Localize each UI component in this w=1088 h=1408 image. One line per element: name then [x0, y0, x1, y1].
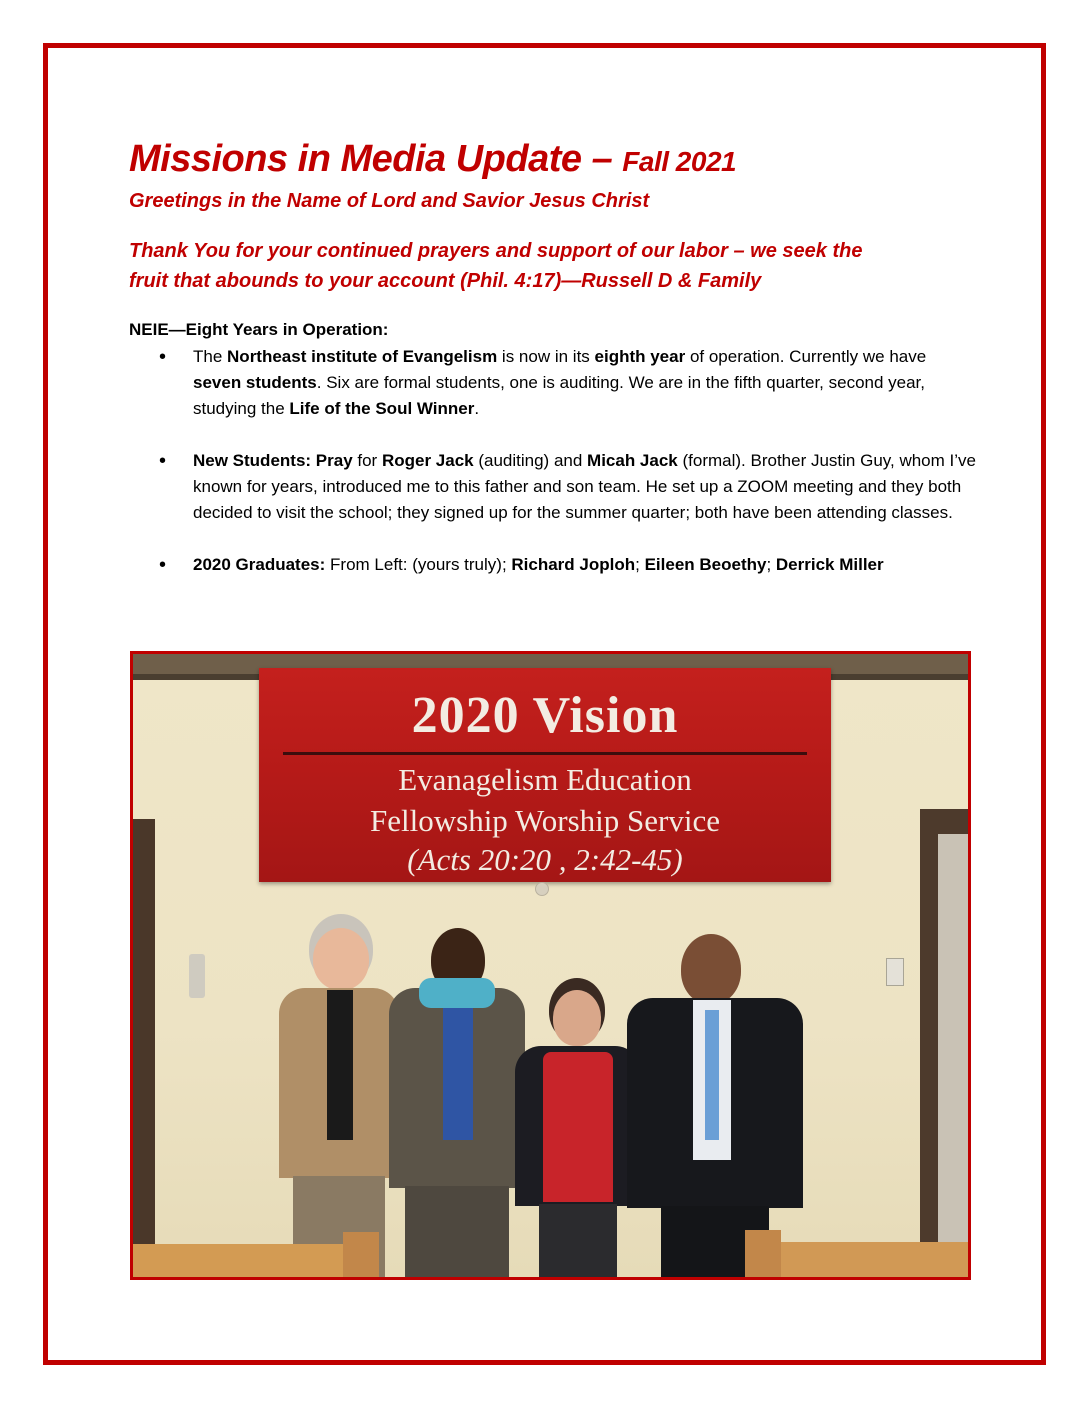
person-head: [681, 934, 741, 1004]
new-students-label: New Students: Pray: [193, 451, 353, 470]
text-run: for: [352, 451, 382, 470]
text-run: The: [193, 347, 228, 366]
banner-line-2: Evanagelism Education: [398, 762, 692, 797]
person-scarf: [419, 978, 495, 1008]
photo-door-right-opening: [938, 834, 968, 1274]
thanks-line-1: Thank You for your continued prayers and support of our labor – we seek the: [129, 240, 863, 262]
list-item: [129, 552, 979, 578]
text-run: (auditing) and: [473, 451, 588, 470]
person-shirt: [327, 990, 353, 1140]
year-count: eighth year: [594, 347, 686, 366]
wall-fixture: [189, 954, 205, 998]
newsletter-content: [129, 135, 979, 578]
person-legs: [405, 1186, 509, 1280]
person-legs: [539, 1204, 617, 1280]
person-head: [313, 928, 369, 990]
pew-right-end: [745, 1230, 781, 1280]
student-name: Micah Jack: [587, 451, 678, 470]
text-run: .: [474, 399, 480, 418]
greeting-line: Greetings in the Name of Lord and Savior Jesus Christ: [129, 190, 650, 212]
person-1: [279, 924, 399, 1280]
person-shirt: [443, 990, 473, 1140]
title-text: Missions in Media Update –: [129, 138, 613, 180]
text-run: (formal). Brother Justin Guy, whom I’ve known for years, introduced me to this father and son team. He set up a ZOOM meeting and they both decided to visit the school; they signed up for the summer quarter; both have been attending classes.: [193, 451, 976, 522]
title-season: Fall 2021: [622, 146, 737, 177]
student-count: seven students: [193, 373, 317, 392]
vision-banner: [259, 668, 831, 882]
student-name: Roger Jack: [381, 451, 474, 470]
text-run: is now in its: [497, 347, 595, 366]
person-sweater: [543, 1052, 613, 1202]
pew-left: [133, 1244, 373, 1280]
section-heading: [129, 318, 979, 342]
smoke-detector: [535, 882, 549, 896]
graduates-label: 2020 Graduates:: [193, 555, 326, 574]
text-run: ;: [635, 555, 645, 574]
banner-line-4: (Acts 20:20 , 2:42-45): [407, 842, 683, 877]
text-run: of operation. Currently we have: [685, 347, 927, 366]
person-4: [627, 930, 803, 1280]
person-tie: [705, 1010, 719, 1140]
course-name: Life of the Soul Winner: [289, 399, 475, 418]
list-item: [129, 344, 979, 422]
banner-title: 2020 Vision: [411, 687, 679, 744]
newsletter-title: [129, 135, 979, 186]
person-head: [553, 990, 601, 1046]
text-run: ;: [766, 555, 776, 574]
graduates-photo: [130, 651, 971, 1280]
graduate-name: Richard Joploh: [511, 555, 636, 574]
section-heading-text: NEIE—Eight Years in Operation:: [129, 320, 389, 339]
list-item: [129, 448, 979, 526]
banner-line-3: Fellowship Worship Service: [370, 803, 720, 838]
graduate-name: Eileen Beoethy: [644, 555, 767, 574]
institute-name: Northeast institute of Evangelism: [227, 347, 498, 366]
banner-rule: [283, 752, 807, 755]
text-run: From Left: (yours truly);: [325, 555, 512, 574]
pew-left-end: [343, 1232, 379, 1280]
person-3: [515, 990, 641, 1280]
photo-door-left: [133, 819, 155, 1280]
text-run: . Six are formal students, one is auditing. We are in the fifth quarter, second year, studying the: [193, 373, 926, 418]
thanks-message: [129, 236, 979, 296]
graduate-name: Derrick Miller: [775, 555, 884, 574]
person-2: [389, 928, 525, 1280]
wall-switch: [886, 958, 904, 986]
thanks-line-2: fruit that abounds to your account (Phil. 4:17)—Russell D & Family: [129, 270, 762, 292]
update-list: [129, 344, 979, 578]
